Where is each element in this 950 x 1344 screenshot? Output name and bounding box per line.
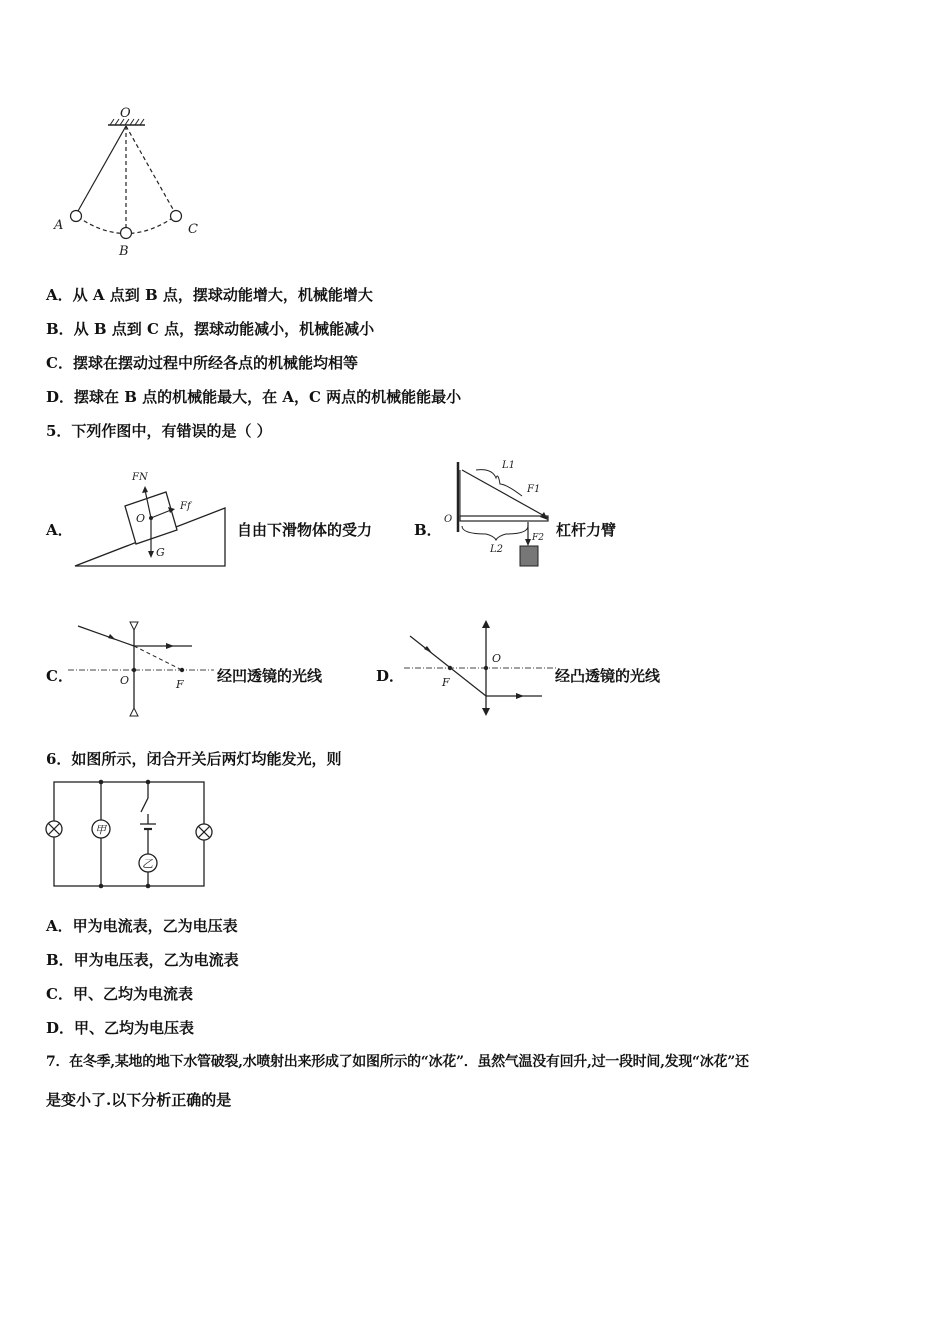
q5-choice-b-letter[interactable]: B．: [414, 521, 442, 539]
q4-option-a[interactable]: A．从 A 点到 B 点，摆球动能增大，机械能增大: [46, 286, 373, 304]
lamp-left: [46, 821, 62, 837]
convex-lens-diagram: [402, 616, 558, 721]
focus-label-f: F: [176, 678, 184, 691]
force-label-fn: FN: [132, 472, 148, 483]
q5-choice-d-letter[interactable]: D．: [376, 667, 405, 685]
pivot-label-o: O: [120, 106, 131, 121]
q5-choice-d-caption: 经凸透镜的光线: [555, 667, 661, 685]
pendulum-figure: [50, 105, 210, 260]
q6-option-a[interactable]: A．甲为电流表，乙为电压表: [46, 917, 238, 935]
force-label-f1: F1: [527, 484, 541, 495]
ball-position-a: [71, 211, 82, 222]
arm-label-l2: L2: [490, 544, 504, 555]
q7-stem-line1: 7．在冬季,某地的地下水管破裂,水喷射出来形成了如图所示的“冰花”．虽然气温没有回升,过一段时间,发现“冰花”还: [46, 1054, 749, 1070]
pivot-label-o: O: [444, 514, 453, 525]
force-label-f2: F2: [532, 533, 544, 543]
q6-option-d[interactable]: D．甲、乙均为电压表: [46, 1019, 195, 1037]
meter-jia-label: 甲: [95, 823, 106, 837]
point-label-a: A: [54, 218, 64, 233]
q6-option-b[interactable]: B．甲为电压表，乙为电流表: [46, 951, 239, 969]
incline-force-diagram: [70, 462, 235, 572]
q4-option-b[interactable]: B．从 B 点到 C 点，摆球动能减小，机械能减小: [46, 320, 375, 338]
focus-label-f: F: [442, 676, 450, 689]
q5-choice-c-letter[interactable]: C．: [46, 667, 73, 685]
concave-lens-diagram: [66, 616, 216, 721]
meter-yi-label: 乙: [142, 857, 153, 871]
point-label-b: B: [119, 244, 129, 259]
ball-position-c: [171, 211, 182, 222]
q5-choice-c-caption: 经凹透镜的光线: [217, 667, 323, 685]
point-label-c: C: [188, 222, 198, 237]
force-label-g: G: [156, 546, 165, 559]
q5-stem: 5．下列作图中，有错误的是（ ）: [46, 422, 272, 440]
center-label-o: O: [136, 512, 146, 525]
q4-option-c[interactable]: C．摆球在摆动过程中所经各点的机械能均相等: [46, 354, 358, 372]
lever-arm-diagram: [436, 456, 556, 576]
force-label-ff: Ff: [180, 501, 191, 512]
lamp-right: [196, 824, 212, 840]
q5-choice-a-letter[interactable]: A．: [46, 521, 73, 539]
ball-position-b: [121, 228, 132, 239]
center-label-o: O: [492, 652, 502, 665]
arm-label-l1: L1: [502, 460, 516, 471]
q5-choice-b-caption: 杠杆力臂: [556, 521, 617, 539]
q5-choice-a-caption: 自由下滑物体的受力: [237, 521, 373, 539]
q6-stem: 6．如图所示，闭合开关后两灯均能发光，则: [46, 750, 342, 768]
q4-option-d[interactable]: D．摆球在 B 点的机械能最大，在 A，C 两点的机械能能最小: [46, 388, 462, 406]
q7-stem-line2: 是变小了.以下分析正确的是: [46, 1091, 232, 1109]
circuit-diagram: [44, 776, 224, 892]
q6-option-c[interactable]: C．甲、乙均为电流表: [46, 985, 193, 1003]
center-label-o: O: [120, 674, 130, 687]
